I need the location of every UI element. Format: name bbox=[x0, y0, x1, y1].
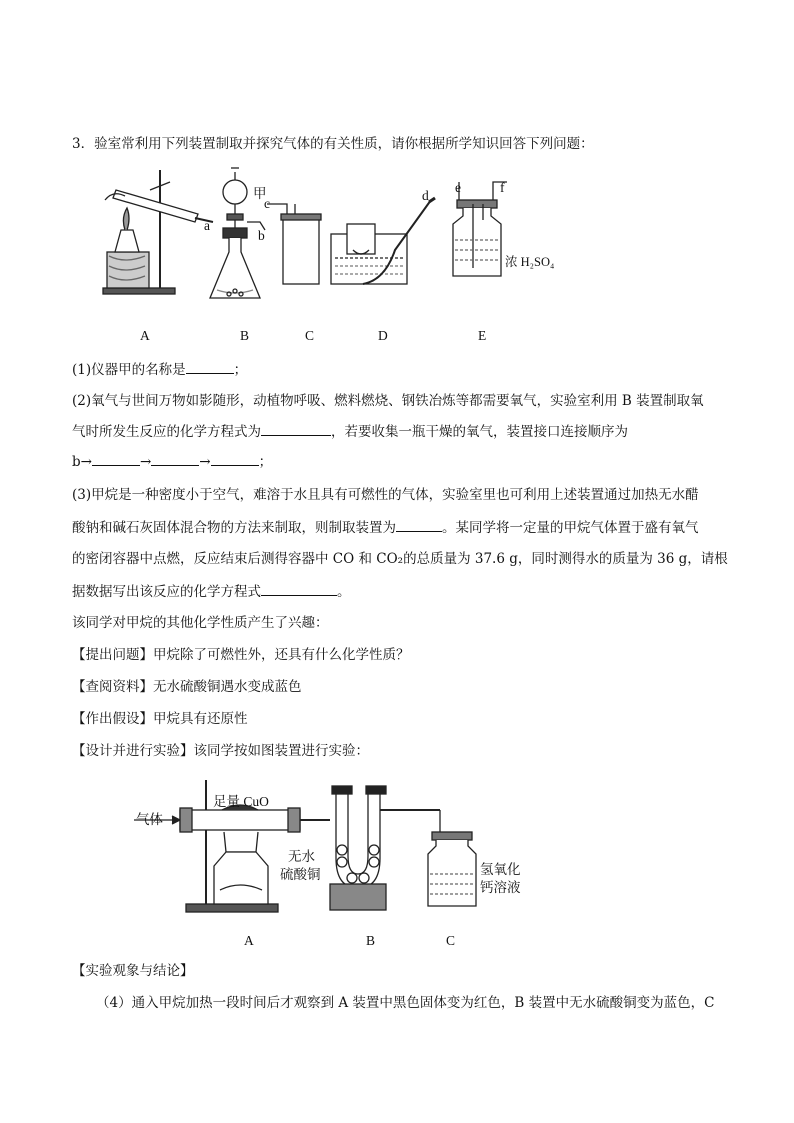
label-cuo: 足量 CuO bbox=[213, 794, 269, 809]
part-1 bbox=[72, 360, 247, 379]
apparatus-d bbox=[331, 198, 435, 284]
answer-blank-2[interactable] bbox=[261, 422, 331, 436]
label-caoh-2: 钙溶液 bbox=[480, 880, 521, 895]
part-2-seq-start: b→ bbox=[72, 454, 92, 470]
apparatus-c bbox=[267, 204, 321, 284]
port-a: a bbox=[204, 218, 210, 233]
part-3-line-2 bbox=[72, 518, 699, 537]
part-3-text-b: 。某同学将一定量的甲烷气体置于盛有氧气 bbox=[442, 520, 699, 536]
port-b: b bbox=[258, 228, 265, 243]
reference-line: 【查阅资料】无水硫酸铜遇水变成蓝色 bbox=[72, 679, 302, 695]
label-c: C bbox=[305, 328, 315, 343]
answer-blank-6[interactable] bbox=[396, 518, 442, 532]
apparatus-a bbox=[103, 170, 213, 294]
part-4: （4）通入甲烷加热一段时间后才观察到 A 装置中黑色固体变为红色，B 装置中无水硫酸铜变为蓝色，C bbox=[96, 995, 715, 1011]
port-f: f bbox=[500, 180, 505, 195]
part-2-line-2 bbox=[72, 422, 628, 441]
label-2a: A bbox=[244, 933, 254, 948]
apparatus-2c bbox=[428, 810, 476, 906]
label-cuso4-1: 无水 bbox=[288, 849, 315, 864]
part-2-end: ； bbox=[258, 454, 273, 470]
part-3-line-3: 的密闭容器中点燃，反应结束后测得容器中 CO 和 CO₂的总质量为 37.6 g，同时测得水的质量为 36 g，请根 bbox=[72, 551, 728, 567]
interest-line: 该同学对甲烷的其他化学性质产生了兴趣： bbox=[72, 615, 329, 631]
label-jia: 甲 bbox=[253, 186, 267, 201]
part-3-end: 。 bbox=[337, 584, 351, 600]
label-gas: 气体 bbox=[136, 812, 163, 827]
port-c: c bbox=[264, 196, 270, 211]
hypothesis-line: 【作出假设】甲烷具有还原性 bbox=[72, 711, 248, 727]
part-2-text-b: ，若要收集一瓶干燥的氧气，装置接口连接顺序为 bbox=[331, 424, 628, 440]
question-intro: 3．验室常利用下列装置制取并探究气体的有关性质，请你根据所学知识回答下列问题： bbox=[72, 136, 594, 152]
label-2b: B bbox=[366, 933, 376, 948]
apparatus-e bbox=[453, 182, 507, 276]
part-3-text-c: 据数据写出该反应的化学方程式 bbox=[72, 584, 261, 600]
label-caoh-1: 氢氧化 bbox=[480, 862, 521, 877]
ask-line: 【提出问题】甲烷除了可燃性外，还具有什么化学性质？ bbox=[72, 647, 410, 663]
part-1-end: ； bbox=[233, 362, 248, 378]
answer-blank-3[interactable] bbox=[92, 452, 140, 466]
answer-blank-5[interactable] bbox=[211, 452, 259, 466]
part-3-text-a: 酸钠和碱石灰固体混合物的方法来制取，则制取装置为 bbox=[72, 520, 396, 536]
label-conc-h2so4: 浓 H₂SO₄ bbox=[505, 255, 555, 269]
answer-blank-7[interactable] bbox=[261, 582, 337, 596]
part-3-line-1: (3)甲烷是一种密度小于空气，难溶于水且具有可燃性的气体，实验室里也可利用上述装置通过加热无水醋 bbox=[72, 487, 699, 503]
port-e: e bbox=[455, 180, 461, 195]
part-3-line-4 bbox=[72, 582, 351, 601]
part-2-text-a: 气时所发生反应的化学方程式为 bbox=[72, 424, 261, 440]
label-d: D bbox=[378, 328, 388, 343]
label-2c: C bbox=[446, 933, 456, 948]
label-b: B bbox=[240, 328, 250, 343]
label-a: A bbox=[140, 328, 150, 343]
apparatus-2b bbox=[330, 786, 440, 910]
answer-blank-1[interactable] bbox=[186, 360, 234, 374]
answer-blank-4[interactable] bbox=[151, 452, 199, 466]
part-2-line-1: (2)氧气与世间万物如影随形，动植物呼吸、燃料燃烧、钢铁冶炼等都需要氧气，实验室利用 B 装置制取氧 bbox=[72, 393, 704, 409]
arrow-1: → bbox=[139, 454, 152, 470]
label-e: E bbox=[478, 328, 487, 343]
part-2-line-3 bbox=[72, 452, 272, 471]
arrow-2: → bbox=[199, 454, 211, 470]
part-1-text: (1)仪器甲的名称是 bbox=[72, 362, 186, 378]
result-heading: 【实验观象与结论】 bbox=[72, 963, 194, 979]
design-line: 【设计并进行实验】该同学按如图装置进行实验： bbox=[72, 743, 369, 759]
port-d: d bbox=[422, 188, 429, 203]
label-cuso4-2: 硫酸铜 bbox=[280, 867, 321, 882]
